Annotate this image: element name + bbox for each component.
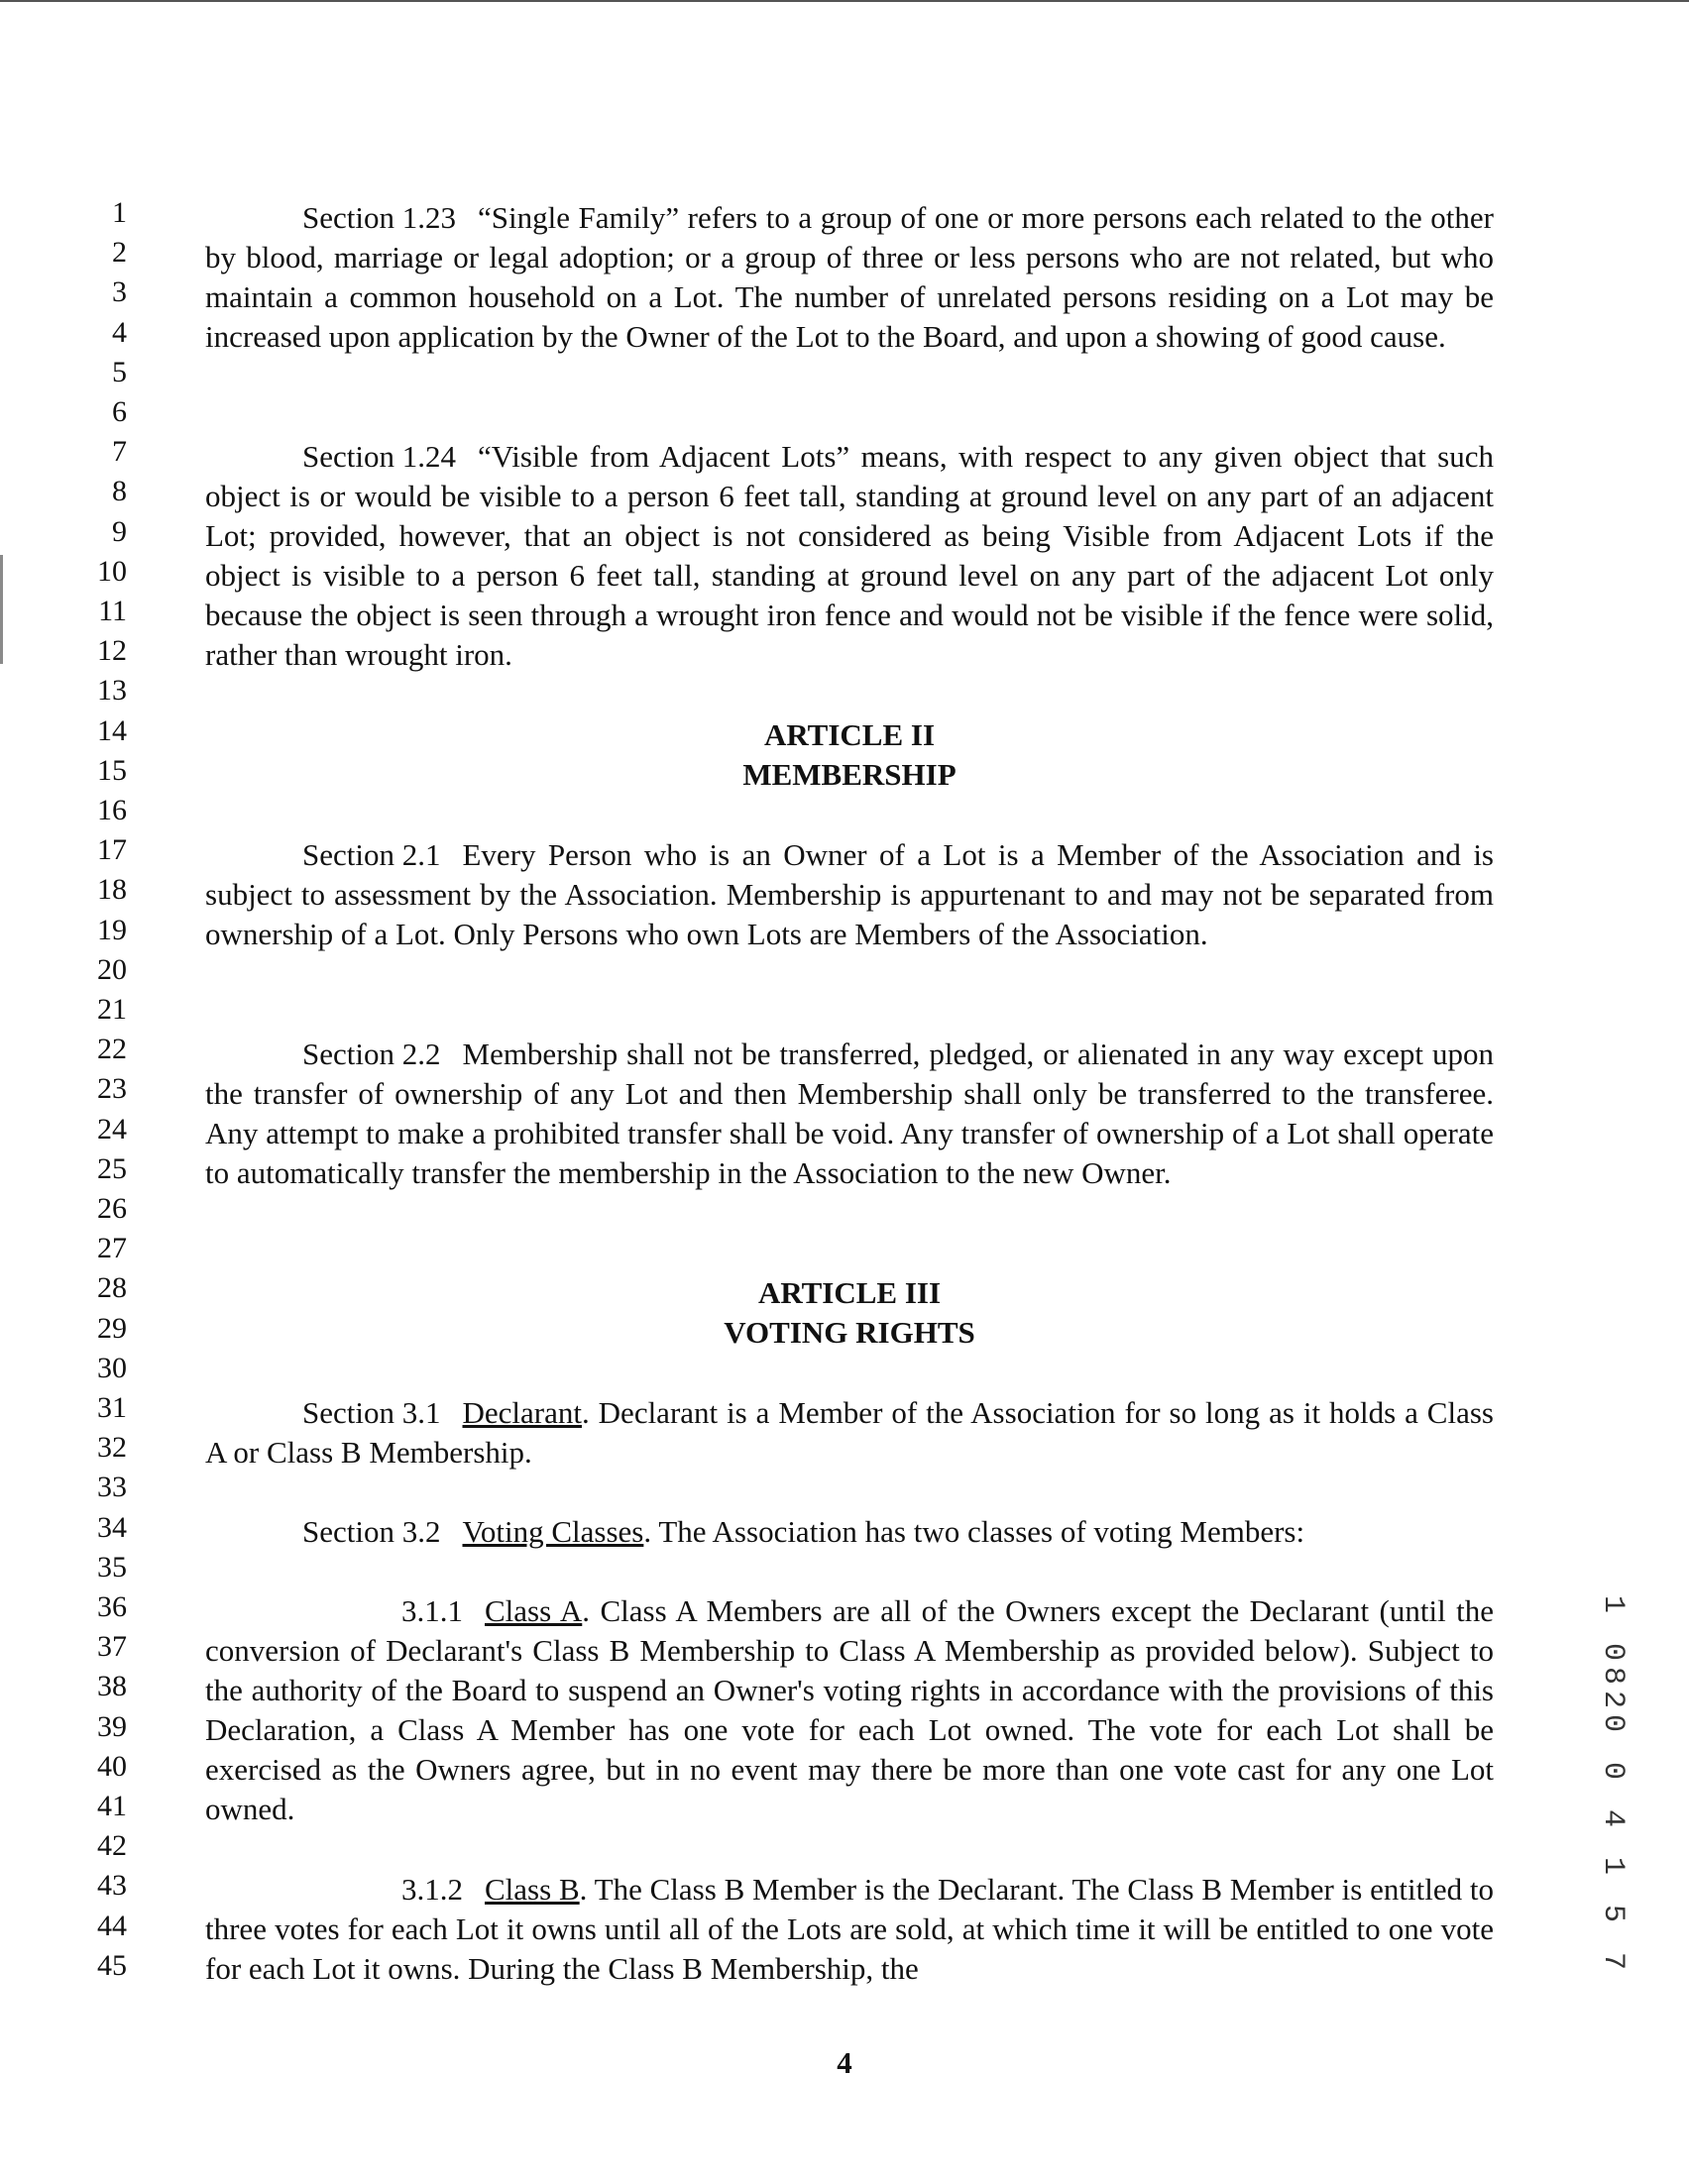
line-number: 10 (97, 555, 127, 588)
line-number: 9 (112, 515, 127, 548)
section-text: Every Person who is an Owner of a Lot is a Member of the Association and is subject to assessment by the Association. Membership is appurtenant to and may not be separated from ownership of a Lot. Only Persons who own Lots are Members of the Association. (205, 837, 1494, 951)
line-number: 5 (112, 356, 127, 388)
section-heading: Declarant (462, 1395, 582, 1430)
section-3-1 (205, 1393, 1494, 1473)
section-text: . The Association has two classes of voting Members: (643, 1514, 1305, 1549)
line-number: 6 (112, 395, 127, 428)
section-text: . Declarant is a Member of the Association for so long as it holds a Class A or Class B Membership. (205, 1395, 1494, 1470)
line-number: 15 (97, 754, 127, 787)
line-number: 37 (97, 1630, 127, 1663)
article-iii-subtitle: VOTING RIGHTS (724, 1315, 975, 1350)
line-number: 24 (97, 1113, 127, 1146)
article-ii-subtitle: MEMBERSHIP (742, 757, 957, 792)
line-number: 35 (97, 1551, 127, 1583)
line-number: 19 (97, 914, 127, 946)
line-number: 1 (112, 196, 127, 229)
line-number: 44 (97, 1910, 127, 1942)
line-number: 7 (112, 435, 127, 468)
section-text: Membership shall not be transferred, pledged, or alienated in any way except upon the transfer of ownership of any Lot and then Membership shall only be transferred to the transferee. Any attempt to make a prohibited transfer shall be void. Any transfer of ownership of a Lot shall operate to automatically transfer the membership in the Association to the new Owner. (205, 1037, 1494, 1190)
line-number: 22 (97, 1033, 127, 1065)
article-ii-title: ARTICLE II (763, 717, 936, 752)
section-number: 3.1.2 (401, 1872, 463, 1907)
scan-left-edge-mark (0, 555, 3, 664)
section-1-24 (205, 437, 1494, 675)
line-number: 16 (97, 794, 127, 826)
line-number: 43 (97, 1869, 127, 1902)
section-number: 3.1.1 (401, 1593, 463, 1628)
line-number: 39 (97, 1710, 127, 1743)
line-number: 20 (97, 953, 127, 986)
section-text: “Visible from Adjacent Lots” means, with respect to any given object that such object is or would be visible to a person 6 feet tall, standing at ground level on any part of an adjacent Lot; provided, however, that an object is not considered as being Visible from Adjacent Lots if the object is visible to a person 6 feet tall, standing at ground level on any part of the adjacent Lot only because the object is seen through a wrought iron fence and would not be visible if the fence were solid, rather than wrought iron. (205, 439, 1494, 672)
section-3-1-2 (205, 1870, 1494, 1989)
line-number: 18 (97, 873, 127, 906)
line-number: 34 (97, 1511, 127, 1544)
section-3-2 (205, 1512, 1494, 1552)
line-number: 28 (97, 1271, 127, 1304)
section-number: Section 1.24 (302, 439, 456, 474)
recording-stamp (1594, 1595, 1630, 1977)
line-number: 41 (97, 1790, 127, 1822)
section-text: . The Class B Member is the Declarant. The Class B Member is entitled to three votes for each Lot it owns until all of the Lots are sold, at which time it will be entitled to one vote for each Lot it owns. During the Class B Membership, the (205, 1872, 1495, 1986)
line-number: 21 (97, 993, 127, 1026)
line-number: 36 (97, 1590, 127, 1623)
section-text: . Class A Members are all of the Owners except the Declarant (until the conversion of Declarant's Class B Membership to Class A Membership as provided below). Subject to the authority of the Board to suspend an Owner's voting rights in accordance with the provisions of this Declaration, a Class A Member has one vote for each Lot owned. The vote for each Lot shall be exercised as the Owners agree, but in no event may there be more than one vote cast for any one Lot owned. (205, 1593, 1494, 1826)
page-number: 4 (837, 2045, 852, 2080)
line-number: 13 (97, 674, 127, 707)
scan-top-border (0, 0, 1689, 2)
line-number: 30 (97, 1352, 127, 1384)
section-text: “Single Family” refers to a group of one or more persons each related to the other by blood, marriage or legal adoption; or a group of three or less persons who are not related, but who maintain a common household on a Lot. The number of unrelated persons residing on a Lot may be increased upon application by the Owner of the Lot to the Board, and upon a showing of good cause. (205, 200, 1494, 354)
line-number: 32 (97, 1431, 127, 1464)
recording-stamp-text: 1 0820 0 4 1 5 7 (1596, 1595, 1630, 1977)
section-number: Section 1.23 (302, 200, 456, 235)
section-2-2 (205, 1035, 1494, 1193)
line-number: 14 (97, 714, 127, 747)
line-number: 45 (97, 1949, 127, 1982)
line-number: 29 (97, 1312, 127, 1345)
line-number: 25 (97, 1152, 127, 1185)
line-number: 27 (97, 1232, 127, 1264)
section-number: Section 2.1 (302, 837, 441, 872)
section-number: Section 2.2 (302, 1037, 441, 1071)
line-number: 38 (97, 1670, 127, 1702)
line-number: 3 (112, 275, 127, 308)
line-number: 12 (97, 634, 127, 667)
line-number: 40 (97, 1750, 127, 1783)
section-number: Section 3.1 (302, 1395, 441, 1430)
line-number: 26 (97, 1192, 127, 1225)
line-number: 33 (97, 1471, 127, 1503)
line-number: 23 (97, 1072, 127, 1105)
line-number: 8 (112, 475, 127, 507)
section-heading: Class A (485, 1593, 583, 1628)
section-1-23 (205, 198, 1494, 357)
section-heading: Class B (485, 1872, 580, 1907)
line-number: 17 (97, 833, 127, 866)
line-number: 42 (97, 1829, 127, 1862)
line-number: 4 (112, 316, 127, 349)
section-2-1 (205, 835, 1494, 954)
section-3-1-1 (205, 1591, 1494, 1829)
article-iii-title: ARTICLE III (757, 1275, 942, 1310)
line-number: 11 (98, 595, 127, 627)
line-number: 31 (97, 1391, 127, 1424)
section-heading: Voting Classes (462, 1514, 644, 1549)
section-number: Section 3.2 (302, 1514, 441, 1549)
line-number: 2 (112, 236, 127, 269)
